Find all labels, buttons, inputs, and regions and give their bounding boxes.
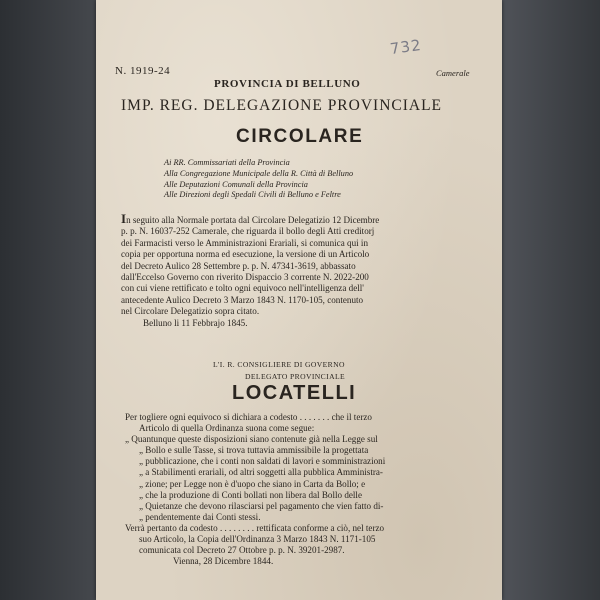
addressee-line: Alle Direzioni degli Spedali Civili di Belluno e Feltre	[164, 190, 341, 200]
ordinance-line: Per togliere ogni equivoco si dichiara a codesto . . . . . . . che il terzo	[125, 412, 372, 422]
signatory-name: LOCATELLI	[232, 382, 357, 404]
ordinance-line: Verrà pertanto da codesto . . . . . . . . rettificata conforme a ciò, nel terzo	[125, 522, 385, 533]
body-line: p. p. N. 16037-252 Camerale, che riguarda il bollo degli Atti creditorj	[121, 226, 375, 237]
addressee-line: Alle Deputazioni Comunali della Provincia	[164, 179, 308, 189]
ordinance-line: „ a Stabilimenti erariali, od altri soggetti alla pubblica Amministra-	[139, 467, 383, 478]
ordinance-line: „ Quantunque queste disposizioni siano contenute già nella Legge sul	[125, 434, 378, 445]
background-right	[500, 0, 600, 600]
signatory-title: L'I. R. CONSIGLIERE DI GOVERNO	[213, 360, 345, 369]
date-line: Belluno li 11 Febbrajo 1845.	[143, 317, 248, 328]
ordinance-line: „ zione; per Legge non è d'uopo che siano in Carta da Bollo; e	[139, 478, 366, 489]
body-line: dei Farmacisti verso le Amministrazioni Erariali, si comunica qui in	[121, 237, 368, 248]
ordinance-line: Articolo di quella Ordinanza suona come segue:	[139, 423, 315, 434]
ordinance-line: „ pubblicazione, che i conti non saldati di lavori e somministrazioni	[139, 456, 386, 467]
ordinance-text	[125, 412, 385, 567]
body-line: nel Circolare Delegatizio sopra citato.	[121, 306, 260, 317]
body-line: antecedente Aulico Decreto 3 Marzo 1843 N. 1170-105, contenuto	[121, 294, 364, 305]
pencil-annotation: 732	[388, 35, 423, 59]
ordinance-line: „ pendentemente dai Conti stessi.	[139, 511, 261, 522]
ordinance-date-line: Vienna, 28 Dicembre 1844.	[173, 556, 274, 567]
addressee-line: Alla Congregazione Municipale della R. Città di Belluno	[164, 168, 354, 178]
background-left	[0, 0, 96, 600]
body-line: con cui viene rettificato e tolto ogni equivoco nell'intelligenza dell'	[121, 283, 364, 294]
ordinance-line: suo Articolo, la Copia dell'Ordinanza 3 Marzo 1843 N. 1171-105	[139, 534, 376, 545]
body-line: dall'Eccelso Governo con riverito Dispaccio 3 corrente N. 2022-200	[121, 272, 369, 283]
section-label: Camerale	[436, 68, 470, 78]
addressee-list	[164, 158, 353, 201]
body-line: copia per opportuna norma ed esecuzione, la versione di un Articolo	[121, 249, 370, 260]
ordinance-line: „ che la produzione di Conti bollati non libera dal Bollo delle	[139, 489, 362, 500]
ordinance-line: comunicata col Decreto 27 Ottobre p. p. N. 39201-2987.	[139, 545, 345, 556]
province-heading: PROVINCIA DI BELLUNO	[214, 78, 361, 90]
body-line: In seguito alla Normale portata dal Circolare Delegatizio 12 Dicembre	[121, 211, 380, 226]
signatory-role: DELEGATO PROVINCIALE	[245, 372, 346, 381]
addressee-line: Ai RR. Commissariati della Provincia	[164, 158, 290, 167]
ordinance-line: „ Bollo e sulle Tasse, si trova tuttavia ammissibile la progettata	[139, 445, 369, 456]
circular-body	[121, 213, 379, 329]
authority-heading: IMP. REG. DELEGAZIONE PROVINCIALE	[121, 97, 443, 114]
document-page	[96, 0, 502, 600]
document-title: CIRCOLARE	[236, 126, 364, 147]
ordinance-line: „ Quietanze che devono rilasciarsi pel pagamento che vien fatto di-	[139, 500, 384, 511]
body-line: del Decreto Aulico 28 Settembre p. p. N. 47341-3619, abbassato	[121, 260, 356, 271]
reference-number: N. 1919-24	[115, 65, 171, 77]
